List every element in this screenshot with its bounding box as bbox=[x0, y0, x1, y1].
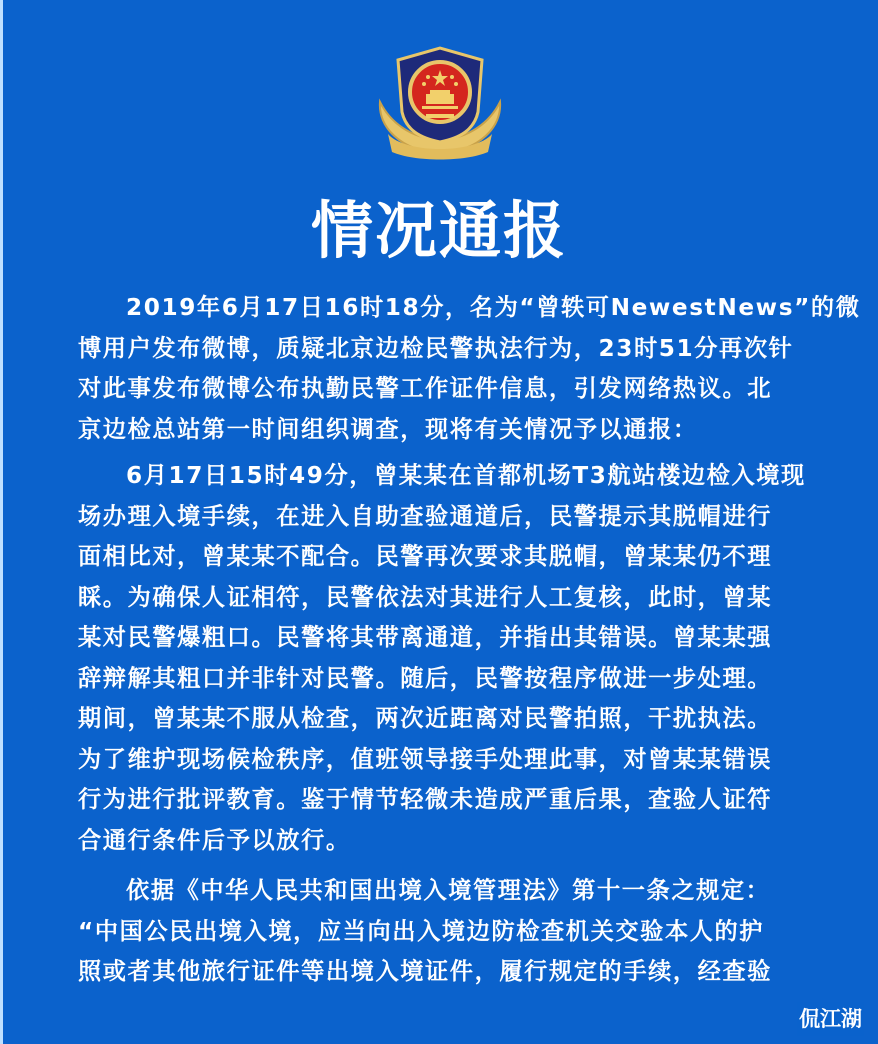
page-title: 情况通报 bbox=[310, 194, 567, 267]
text-line: “中国公民出境入境，应当向出入境边防检查机关交验本人的护 bbox=[78, 917, 765, 945]
text-line: 依据《中华人民共和国出境入境管理法》第十一条之规定： bbox=[126, 877, 771, 904]
paragraph-1 bbox=[78, 288, 861, 450]
text-line: 面相比对，曾某某不配合。民警再次要求其脱帽，曾某某仍不理 bbox=[78, 543, 773, 570]
text-line: 场办理入境手续，在进入自助查验通道后，民警提示其脱帽进行 bbox=[78, 502, 773, 530]
text-line: 期间，曾某某不服从检查，两次近距离对民警拍照，干扰执法。 bbox=[78, 705, 773, 732]
paragraph-2 bbox=[78, 456, 808, 861]
text-line: 2019年6月17日16时18分，名为“曾轶可NewestNews”的微 bbox=[126, 294, 861, 321]
left-border bbox=[0, 0, 3, 1044]
text-line: 辞辩解其粗口并非针对民警。随后，民警按程序做进一步处理。 bbox=[78, 664, 773, 692]
text-line: 照或者其他旅行证件等出境入境证件，履行规定的手续，经查验 bbox=[78, 958, 773, 985]
text-line: 睬。为确保人证相符，民警依法对其进行人工复核，此时，曾某 bbox=[78, 583, 773, 611]
watermark: 侃江湖 bbox=[797, 1002, 864, 1036]
text-line: 京边检总站第一时间组织调查，现将有关情况予以通报： bbox=[78, 415, 698, 443]
text-line: 博用户发布微博，质疑北京边检民警执法行为，23时51分再次针 bbox=[78, 334, 794, 362]
text-line: 合通行条件后予以放行。 bbox=[78, 826, 351, 854]
police-emblem-icon bbox=[370, 42, 510, 162]
text-line: 为了维护现场候检秩序，值班领导接手处理此事，对曾某某错误 bbox=[78, 745, 773, 773]
paragraph-3 bbox=[78, 871, 808, 993]
text-line: 行为进行批评教育。鉴于情节轻微未造成严重后果，查验人证符 bbox=[78, 786, 773, 813]
text-line: 某对民警爆粗口。民警将其带离通道，并指出其错误。曾某某强 bbox=[78, 624, 773, 651]
notice-body bbox=[78, 288, 861, 993]
text-line: 对此事发布微博公布执勤民警工作证件信息，引发网络热议。北 bbox=[78, 375, 773, 402]
text-line: 6月17日15时49分，曾某某在首都机场T3航站楼边检入境现 bbox=[126, 462, 806, 489]
